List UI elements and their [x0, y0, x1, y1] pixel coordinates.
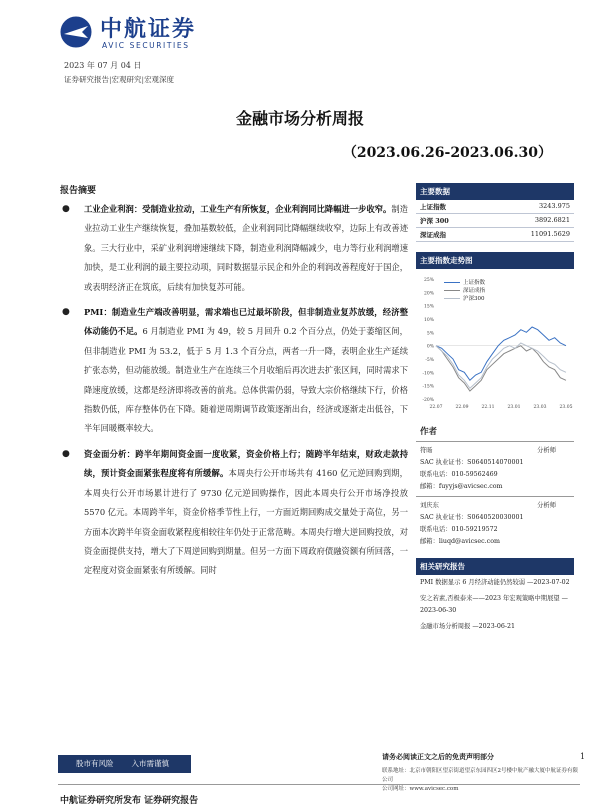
index-trend-chart — [416, 269, 574, 417]
risk-warning-bar — [58, 755, 191, 773]
report-date: 2023 年 07 月 04 日 — [64, 61, 142, 70]
bullet-heading: 工业企业利润：受制造业拉动，工业生产有所恢复，企业利润同比降幅进一步收窄。 — [84, 204, 392, 214]
page-number: 1 — [580, 752, 586, 761]
bullet-dot-icon: ● — [62, 307, 70, 318]
legend-item — [444, 279, 485, 287]
author-email[interactable]: 邮箱：fuyyjs@avicsec.com — [420, 483, 503, 490]
y-tick-label: -20% — [422, 398, 434, 403]
related-report-link[interactable]: PMI 数据显示 6 月经济动能仍然较弱 —2023-07-02 — [420, 579, 570, 586]
abstract-heading: 报告摘要 — [60, 186, 97, 196]
related-report-link[interactable]: 金融市场分析周报 —2023-06-21 — [420, 623, 515, 630]
avic-emblem-icon — [58, 14, 94, 50]
bullet-heading: 资金面分析：跨半年期间资金面一度收紧，资金价格上行；随跨半年结束，财政走款持续，预计资金面紧张程度将有所缓解。 — [84, 448, 408, 479]
author-phone: 联系电话：010-59562469 — [420, 471, 498, 478]
key-data-value: 11091.5629 — [530, 230, 570, 238]
bullet-text: 6 月制造业 PMI 为 49，较 5 月回升 0.2 个百分点，仍处于萎缩区间，但非制造业 PMI 为 53.2，低于 5 月 1.3 个百分点，两者一升一降，表明企业生产延续扩张态势，但动能放缓。制造业生产在连续三个月收缩后再次进去扩张区间，同时需求下降速度放缓，这都是经济即将改善的前兆。总体供需仍弱，导致大宗价格继续下行，价格指数仍低，库存整体仍在下降。随着逆周期调节政策逐渐出台，经济或逐渐走出低谷，下半年回暖概率较大。 — [84, 326, 408, 434]
x-tick-label: 22.07 — [429, 405, 443, 410]
bullet-dot-icon: ● — [62, 204, 70, 214]
abstract-bullet — [60, 445, 408, 581]
author-name: 符旸 — [420, 447, 433, 454]
author-phone: 联系电话：010-59219572 — [420, 526, 498, 533]
series-line-沪深300 — [436, 343, 566, 388]
legend-item — [444, 287, 485, 295]
bullet-heading: PMI：制造业生产端改善明显，需求端也已过最坏阶段，但非制造业复苏放缓，经济整体动能仍不足。 — [84, 307, 408, 337]
author-role: 分析师 — [537, 502, 556, 509]
author-role: 分析师 — [537, 447, 556, 454]
y-tick-label: -5% — [425, 358, 434, 363]
legend-label: 沪深300 — [463, 296, 485, 302]
key-data-row — [416, 214, 574, 228]
x-tick-label: 23.01 — [507, 405, 521, 410]
y-tick-label: 10% — [423, 318, 434, 323]
risk-tag: 入市需谨慎 — [131, 759, 169, 768]
brand-name-en: AVIC SECURITIES — [102, 41, 190, 50]
page-title: 金融市场分析周报 — [235, 109, 364, 128]
y-tick-label: 25% — [423, 278, 434, 283]
key-data-label: 沪深 300 — [420, 217, 449, 225]
bullet-text: 制造业拉动工业生产继续恢复，叠加基数较低，企业利润同比降幅继续收窄，边际上有改善迹象。三大行业中，采矿业利润增速继续下降，制造业利润降幅减少，电力等行业利润增速加快，是工业利润的最主要拉动项，同时数据显示民企和外企的利润改善程度好于国企，或表明经济正在筑底，后续有加快复苏可能。 — [84, 204, 408, 292]
risk-tag: 股市有风险 — [76, 759, 114, 768]
key-data-value: 3892.6821 — [534, 216, 570, 224]
divider — [416, 496, 574, 497]
y-tick-label: 5% — [426, 331, 434, 337]
report-date-range: （2023.06.26-2023.06.30） — [342, 145, 552, 161]
abstract-bullet — [60, 200, 408, 297]
legend-item — [444, 295, 485, 303]
y-tick-label: 15% — [423, 304, 434, 310]
author-name-row — [416, 445, 574, 457]
y-tick-label: 0% — [426, 344, 434, 350]
breadcrumb-item: 证券研究报告 — [64, 75, 109, 84]
bullet-dot-icon: ● — [62, 448, 70, 459]
key-data-label: 深证成指 — [420, 231, 446, 239]
y-tick-label: -15% — [422, 384, 434, 390]
related-report-link[interactable]: 安之若素,否极泰来——2023 年宏观策略中期展望 —2023-06-30 — [420, 595, 568, 614]
disclaimer-note: 请务必阅读正文之后的免责声明部分 — [382, 752, 494, 761]
trend-heading: 主要指数走势图 — [416, 252, 574, 269]
breadcrumb-item: 宏观研究 — [111, 75, 142, 84]
divider — [416, 441, 574, 442]
brand-name-cn: 中航证券 — [100, 17, 197, 42]
related-reports-heading: 相关研究报告 — [416, 558, 574, 575]
abstract-body — [60, 200, 408, 587]
key-data-row — [416, 228, 574, 242]
key-data-label: 上证指数 — [420, 203, 446, 211]
sidebar — [416, 183, 574, 637]
legend-label: 深证成指 — [463, 288, 486, 294]
breadcrumb-item: 宏观深度 — [144, 75, 175, 84]
x-tick-label: 23.05 — [559, 405, 573, 410]
author-cert: SAC 执业证书：S0640520030001 — [420, 514, 524, 521]
x-tick-label: 22.11 — [481, 405, 495, 410]
website-link[interactable]: 公司网址：www.avicsec.com — [382, 786, 459, 792]
key-data-row — [416, 200, 574, 214]
author-name-row — [416, 500, 574, 512]
breadcrumb: 证券研究报告|宏观研究|宏观深度 — [64, 75, 175, 84]
footer-cut-text: 中航证券研究所发布 证券研究报告 — [60, 796, 199, 806]
author-cert: SAC 执业证书：S0640514070001 — [420, 459, 524, 466]
y-tick-label: 20% — [423, 291, 434, 297]
address-text: 联系地址：北京市朝阳区望京街道望京东园四区2号楼中航产融大厦中航证券有限公司 — [382, 768, 579, 783]
company-logo — [58, 14, 218, 50]
key-data-heading: 主要数据 — [416, 183, 574, 200]
key-data-value: 3243.975 — [538, 202, 570, 210]
trend-chart-svg — [416, 269, 574, 417]
author-email[interactable]: 邮箱：liuqd@avicsec.com — [420, 538, 500, 545]
x-tick-label: 22.09 — [455, 405, 469, 410]
company-address — [382, 767, 582, 794]
related-reports-list — [416, 575, 574, 633]
y-tick-label: -10% — [422, 371, 434, 377]
authors-heading: 作者 — [420, 427, 438, 437]
abstract-bullet — [60, 303, 408, 439]
footer-divider — [58, 784, 580, 785]
chart-legend — [444, 279, 485, 303]
legend-label: 上证指数 — [463, 280, 486, 286]
x-tick-label: 23.03 — [533, 405, 547, 410]
bullet-text: 本周央行公开市场共有 4160 亿元逆回购到期，本周央行公开市场累计进行了 9730 亿元逆回购操作，因此本周央行公开市场净投放 5570 亿元。本周跨半年，资金价格季节性上行，一方面近期回购成交量处于高位，另一方面本次跨半年资金面收紧程度相较往年仍处于正常范畴。本周央行增大逆回购投放，对资金面提供支持，增大了下周逆回购到期量。但另一方面下周政府债融资额有所回落，一定程度对资金面紧张有所缓解。同时 — [84, 468, 408, 576]
author-name: 刘庆东 — [420, 502, 439, 509]
